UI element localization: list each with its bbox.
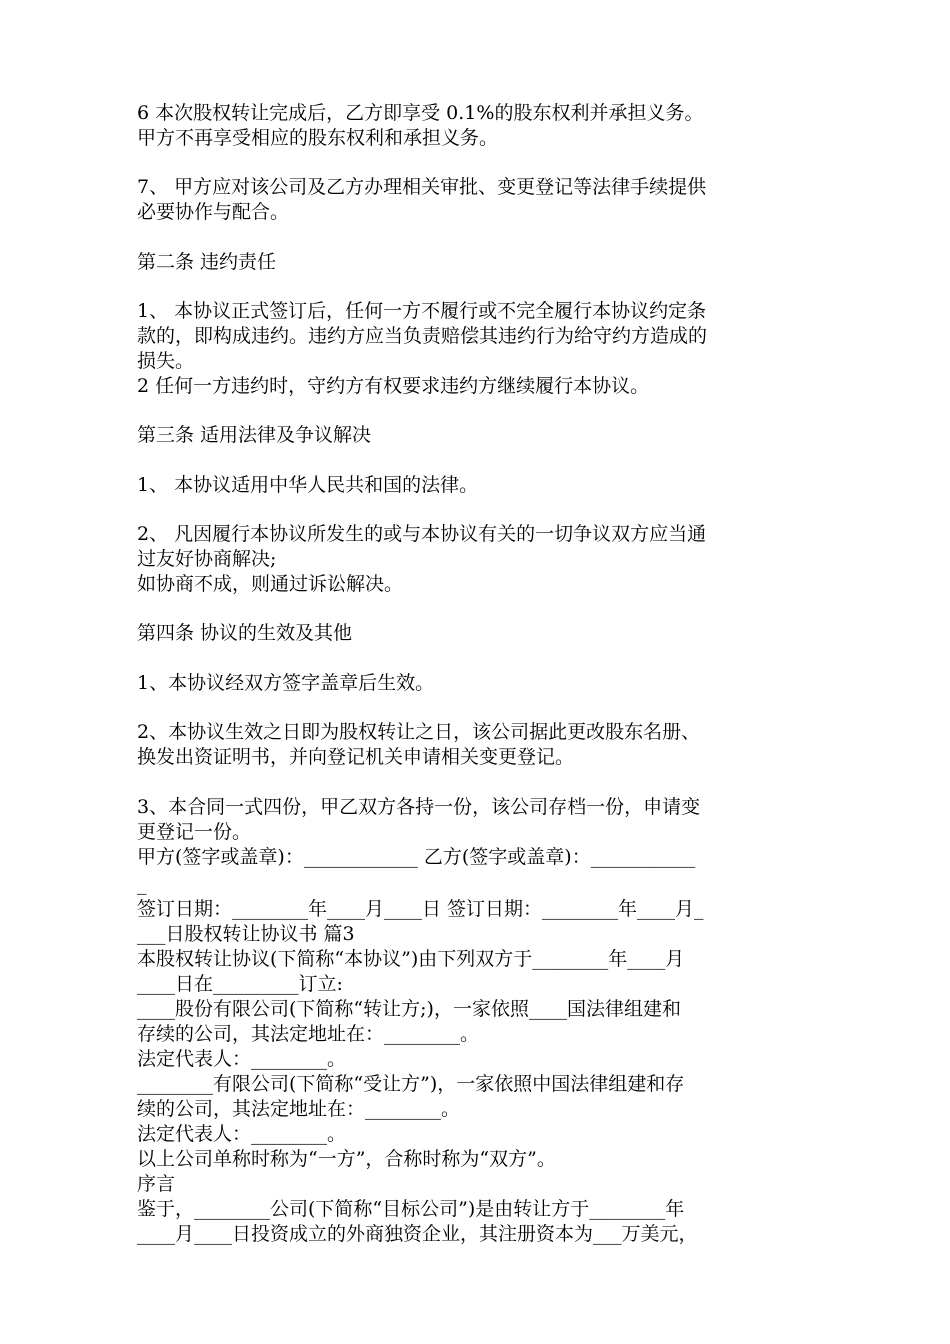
- section-heading: 第三条 适用法律及争议解决: [137, 424, 372, 446]
- section-heading: 第四条 协议的生效及其他: [137, 622, 353, 644]
- text-line: 1、本协议经双方签字盖章后生效。: [137, 672, 435, 694]
- text-line: 6 本次股权转让完成后，乙方即享受 0.1%的股东权利并承担义务。: [137, 102, 704, 124]
- text-line: 更登记一份。: [137, 821, 252, 843]
- text-line: 法定代表人：________。: [137, 1123, 347, 1145]
- signature-line: 甲方(签字或盖章)：____________ 乙方(签字或盖章)：___________: [137, 846, 696, 868]
- text-line: 法定代表人：________。: [137, 1048, 347, 1070]
- text-line: 2 任何一方违约时，守约方有权要求违约方继续履行本协议。: [137, 375, 650, 397]
- text-line: 换发出资证明书，并向登记机关申请相关变更登记。: [137, 746, 575, 768]
- text-line: ___日股权转让协议书 篇3: [137, 923, 355, 945]
- text-line: 必要协作与配合。: [137, 201, 290, 223]
- text-line: 鉴于，________公司(下简称“目标公司”)是由转让方于________年: [137, 1198, 685, 1220]
- text-line: ____股份有限公司(下简称“转让方;)，一家依照____国法律组建和: [137, 998, 681, 1020]
- text-line: 2、本协议生效之日即为股权转让之日，该公司据此更改股东名册、: [137, 721, 701, 743]
- text-line: 以上公司单称时称为“一方”，合称时称为“双方”。: [137, 1148, 556, 1170]
- text-line: 过友好协商解决;: [137, 548, 277, 570]
- text-line: _: [137, 873, 147, 895]
- text-line: 如协商不成，则通过诉讼解决。: [137, 573, 404, 595]
- section-heading: 序言: [137, 1173, 176, 1195]
- text-line: 2、 凡因履行本协议所发生的或与本协议有关的一切争议双方应当通: [137, 523, 707, 545]
- text-line: ________有限公司(下简称“受让方”)，一家依照中国法律组建和存: [137, 1073, 685, 1095]
- text-line: 1、 本协议适用中华人民共和国的法律。: [137, 474, 479, 496]
- section-heading: 第二条 违约责任: [137, 251, 277, 273]
- text-line: 1、 本协议正式签订后，任何一方不履行或不完全履行本协议约定条: [137, 300, 707, 322]
- text-line: 款的，即构成违约。违约方应当负责赔偿其违约行为给守约方造成的: [137, 325, 708, 347]
- text-line: 损失。: [137, 350, 195, 372]
- text-line: 本股权转让协议(下简称“本协议”)由下列双方于________年____月: [137, 948, 685, 970]
- text-line: 7、 甲方应对该公司及乙方办理相关审批、变更登记等法律手续提供: [137, 176, 707, 198]
- text-line: 存续的公司，其法定地址在：________。: [137, 1023, 480, 1045]
- text-line: ____日在_________订立:: [137, 973, 343, 995]
- text-line: 续的公司，其法定地址在：________。: [137, 1098, 461, 1120]
- text-line: ____月____日投资成立的外商独资企业，其注册资本为___万美元，: [137, 1223, 698, 1245]
- text-line: 甲方不再享受相应的股东权利和承担义务。: [137, 127, 499, 149]
- text-line: 3、本合同一式四份，甲乙双方各持一份，该公司存档一份，申请变: [137, 796, 701, 818]
- date-line: 签订日期：________年____月____日 签订日期：________年____月_: [137, 898, 704, 920]
